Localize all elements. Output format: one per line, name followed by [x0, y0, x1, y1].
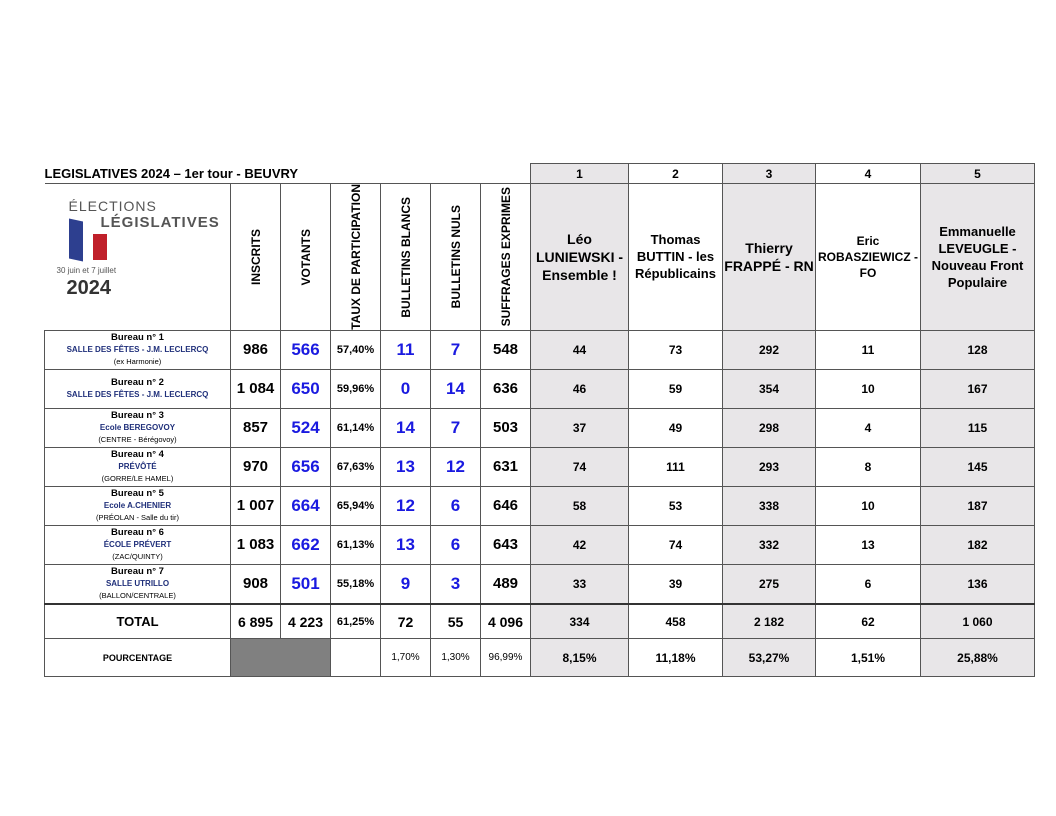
inscrits-cell: 970: [231, 447, 281, 486]
candidate-votes-cell: 332: [723, 525, 816, 564]
bureau-number: Bureau n° 7: [111, 565, 164, 577]
candidate-votes-cell: 39: [629, 564, 723, 604]
candidate-votes-cell: 187: [921, 486, 1035, 525]
candidate-votes-cell: 33: [531, 564, 629, 604]
votants-cell: 566: [281, 330, 331, 369]
votants-cell: 662: [281, 525, 331, 564]
results-table: [44, 163, 1035, 677]
nuls-cell: 6: [431, 486, 481, 525]
flag-red-icon: [93, 234, 107, 260]
pct-votes-cell: 11,18%: [629, 639, 723, 677]
blancs-cell: 0: [381, 369, 431, 408]
candidate-votes-cell: 73: [629, 330, 723, 369]
votants-cell: 524: [281, 408, 331, 447]
blancs-cell: 12: [381, 486, 431, 525]
total-exprimes: 4 096: [481, 604, 531, 639]
taux-cell: 67,63%: [331, 447, 381, 486]
candidate-votes-cell: 338: [723, 486, 816, 525]
blancs-cell: 14: [381, 408, 431, 447]
total-votes-cell: 1 060: [921, 604, 1035, 639]
column-header-label: INSCRITS: [248, 228, 263, 285]
bureau-place: SALLE DES FÊTES - J.M. LECLERCQ: [66, 389, 209, 399]
taux-cell: 61,14%: [331, 408, 381, 447]
exprimes-cell: 631: [481, 447, 531, 486]
candidate-number: 1: [531, 164, 629, 184]
bureau-zone: (ex Harmonie): [113, 356, 162, 366]
candidate-votes-cell: 298: [723, 408, 816, 447]
votants-cell: 664: [281, 486, 331, 525]
empty-dark-cell: [231, 639, 331, 677]
total-votes-cell: 458: [629, 604, 723, 639]
candidate-number: 3: [723, 164, 816, 184]
column-header: [481, 184, 531, 331]
candidate-votes-cell: 42: [531, 525, 629, 564]
candidate-votes-cell: 74: [531, 447, 629, 486]
inscrits-cell: 986: [231, 330, 281, 369]
nuls-cell: 6: [431, 525, 481, 564]
column-header-label: SUFFRAGES EXPRIMES: [498, 187, 513, 327]
pct-votes-cell: 1,51%: [816, 639, 921, 677]
flag-blue-icon: [69, 219, 83, 262]
candidate-votes-cell: 46: [531, 369, 629, 408]
bureau-place: ÉCOLE PRÉVERT: [103, 539, 172, 549]
nuls-cell: 3: [431, 564, 481, 604]
total-votes-cell: 62: [816, 604, 921, 639]
total-votes-cell: 334: [531, 604, 629, 639]
bureau-label: [45, 408, 231, 447]
total-row: [45, 604, 1035, 639]
nuls-cell: 7: [431, 330, 481, 369]
column-header: [381, 184, 431, 331]
table-row: [45, 447, 1035, 486]
table-row: [45, 486, 1035, 525]
column-header: [431, 184, 481, 331]
elections-logo: [45, 184, 231, 331]
bureau-zone: (GORRE/LE HAMEL): [101, 473, 174, 483]
bureau-number: Bureau n° 6: [111, 526, 164, 538]
candidate-votes-cell: 37: [531, 408, 629, 447]
nuls-cell: 7: [431, 408, 481, 447]
column-header: [231, 184, 281, 331]
candidate-votes-cell: 182: [921, 525, 1035, 564]
inscrits-cell: 1 083: [231, 525, 281, 564]
bureau-number: Bureau n° 3: [111, 409, 164, 421]
column-header-label: BULLETINS BLANCS: [398, 196, 413, 318]
candidate-name: Thierry FRAPPÉ - RN: [723, 184, 816, 331]
candidate-votes-cell: 136: [921, 564, 1035, 604]
taux-cell: 57,40%: [331, 330, 381, 369]
candidate-votes-cell: 292: [723, 330, 816, 369]
bureau-zone: (PRÉOLAN - Salle du tir): [96, 512, 179, 522]
candidate-name: Eric ROBASZIEWICZ - FO: [816, 184, 921, 331]
column-header-label: VOTANTS: [298, 228, 313, 286]
inscrits-cell: 1 084: [231, 369, 281, 408]
candidate-number: 2: [629, 164, 723, 184]
blancs-cell: 9: [381, 564, 431, 604]
bureau-number: Bureau n° 2: [111, 376, 164, 388]
pct-nuls: 1,30%: [431, 639, 481, 677]
candidate-name: Thomas BUTTIN - les Républicains: [629, 184, 723, 331]
percentage-label: POURCENTAGE: [45, 639, 231, 677]
logo-year: 2024: [66, 277, 111, 299]
candidate-number: 4: [816, 164, 921, 184]
candidate-votes-cell: 4: [816, 408, 921, 447]
candidate-votes-cell: 59: [629, 369, 723, 408]
total-taux: 61,25%: [331, 604, 381, 639]
pct-votes-cell: 25,88%: [921, 639, 1035, 677]
table-row: [45, 408, 1035, 447]
column-header-label: BULLETINS NULS: [448, 205, 463, 309]
taux-cell: 61,13%: [331, 525, 381, 564]
total-votes-cell: 2 182: [723, 604, 816, 639]
candidate-votes-cell: 58: [531, 486, 629, 525]
candidate-votes-cell: 53: [629, 486, 723, 525]
exprimes-cell: 636: [481, 369, 531, 408]
exprimes-cell: 489: [481, 564, 531, 604]
candidate-votes-cell: 13: [816, 525, 921, 564]
bureau-label: [45, 369, 231, 408]
candidate-number: 5: [921, 164, 1035, 184]
candidate-votes-cell: 49: [629, 408, 723, 447]
bureau-zone: (BALLON/CENTRALE): [99, 590, 176, 600]
taux-cell: 65,94%: [331, 486, 381, 525]
total-label: TOTAL: [45, 604, 231, 639]
bureau-label: [45, 486, 231, 525]
bureau-place: SALLE DES FÊTES - J.M. LECLERCQ: [66, 344, 209, 354]
candidate-votes-cell: 145: [921, 447, 1035, 486]
table-row: [45, 564, 1035, 604]
bureau-zone: (CENTRE - Bérégovoy): [98, 434, 177, 444]
empty-cell: [331, 639, 381, 677]
candidate-votes-cell: 111: [629, 447, 723, 486]
pct-votes-cell: 8,15%: [531, 639, 629, 677]
bureau-place: PRÉVÔTÉ: [118, 461, 157, 471]
total-inscrits: 6 895: [231, 604, 281, 639]
candidate-votes-cell: 10: [816, 486, 921, 525]
total-blancs: 72: [381, 604, 431, 639]
bureau-label: [45, 564, 231, 604]
blancs-cell: 13: [381, 525, 431, 564]
blancs-cell: 11: [381, 330, 431, 369]
candidate-name: Léo LUNIEWSKI - Ensemble !: [531, 184, 629, 331]
exprimes-cell: 548: [481, 330, 531, 369]
bureau-number: Bureau n° 4: [111, 448, 164, 460]
exprimes-cell: 503: [481, 408, 531, 447]
bureau-place: Ecole A.CHENIER: [103, 500, 172, 510]
logo-line1: ÉLECTIONS: [68, 198, 157, 214]
inscrits-cell: 908: [231, 564, 281, 604]
percentage-row: [45, 639, 1035, 677]
nuls-cell: 12: [431, 447, 481, 486]
bureau-zone: (ZAC/QUINTY): [112, 551, 163, 561]
candidate-votes-cell: 10: [816, 369, 921, 408]
pct-exprimes: 96,99%: [481, 639, 531, 677]
bureau-label: [45, 525, 231, 564]
bureau-number: Bureau n° 1: [111, 331, 164, 343]
blancs-cell: 13: [381, 447, 431, 486]
votants-cell: 656: [281, 447, 331, 486]
inscrits-cell: 1 007: [231, 486, 281, 525]
total-votants: 4 223: [281, 604, 331, 639]
taux-cell: 55,18%: [331, 564, 381, 604]
page-title: LEGISLATIVES 2024 – 1er tour - BEUVRY: [45, 164, 531, 184]
bureau-place: SALLE UTRILLO: [105, 578, 170, 588]
bureau-place: Ecole BEREGOVOY: [99, 422, 176, 432]
total-nuls: 55: [431, 604, 481, 639]
bureau-label: [45, 330, 231, 369]
candidate-votes-cell: 74: [629, 525, 723, 564]
pct-blancs: 1,70%: [381, 639, 431, 677]
table-row: [45, 525, 1035, 564]
candidate-votes-cell: 11: [816, 330, 921, 369]
candidate-votes-cell: 167: [921, 369, 1035, 408]
candidate-votes-cell: 128: [921, 330, 1035, 369]
bureau-number: Bureau n° 5: [111, 487, 164, 499]
column-header: [331, 184, 381, 331]
candidate-votes-cell: 115: [921, 408, 1035, 447]
results-sheet: [44, 163, 1035, 677]
pct-votes-cell: 53,27%: [723, 639, 816, 677]
logo-dates: 30 juin et 7 juillet: [56, 266, 117, 275]
bureau-label: [45, 447, 231, 486]
exprimes-cell: 643: [481, 525, 531, 564]
table-row: [45, 330, 1035, 369]
candidate-votes-cell: 44: [531, 330, 629, 369]
votants-cell: 501: [281, 564, 331, 604]
candidate-votes-cell: 354: [723, 369, 816, 408]
logo-line2: LÉGISLATIVES: [100, 214, 220, 231]
candidate-name: Emmanuelle LEVEUGLE - Nouveau Front Populaire: [921, 184, 1035, 331]
candidate-votes-cell: 8: [816, 447, 921, 486]
candidate-votes-cell: 6: [816, 564, 921, 604]
taux-cell: 59,96%: [331, 369, 381, 408]
exprimes-cell: 646: [481, 486, 531, 525]
column-header: [281, 184, 331, 331]
candidate-votes-cell: 293: [723, 447, 816, 486]
candidate-votes-cell: 275: [723, 564, 816, 604]
column-header-label: TAUX DE PARTICIPATION: [348, 184, 363, 330]
votants-cell: 650: [281, 369, 331, 408]
table-row: [45, 369, 1035, 408]
nuls-cell: 14: [431, 369, 481, 408]
inscrits-cell: 857: [231, 408, 281, 447]
